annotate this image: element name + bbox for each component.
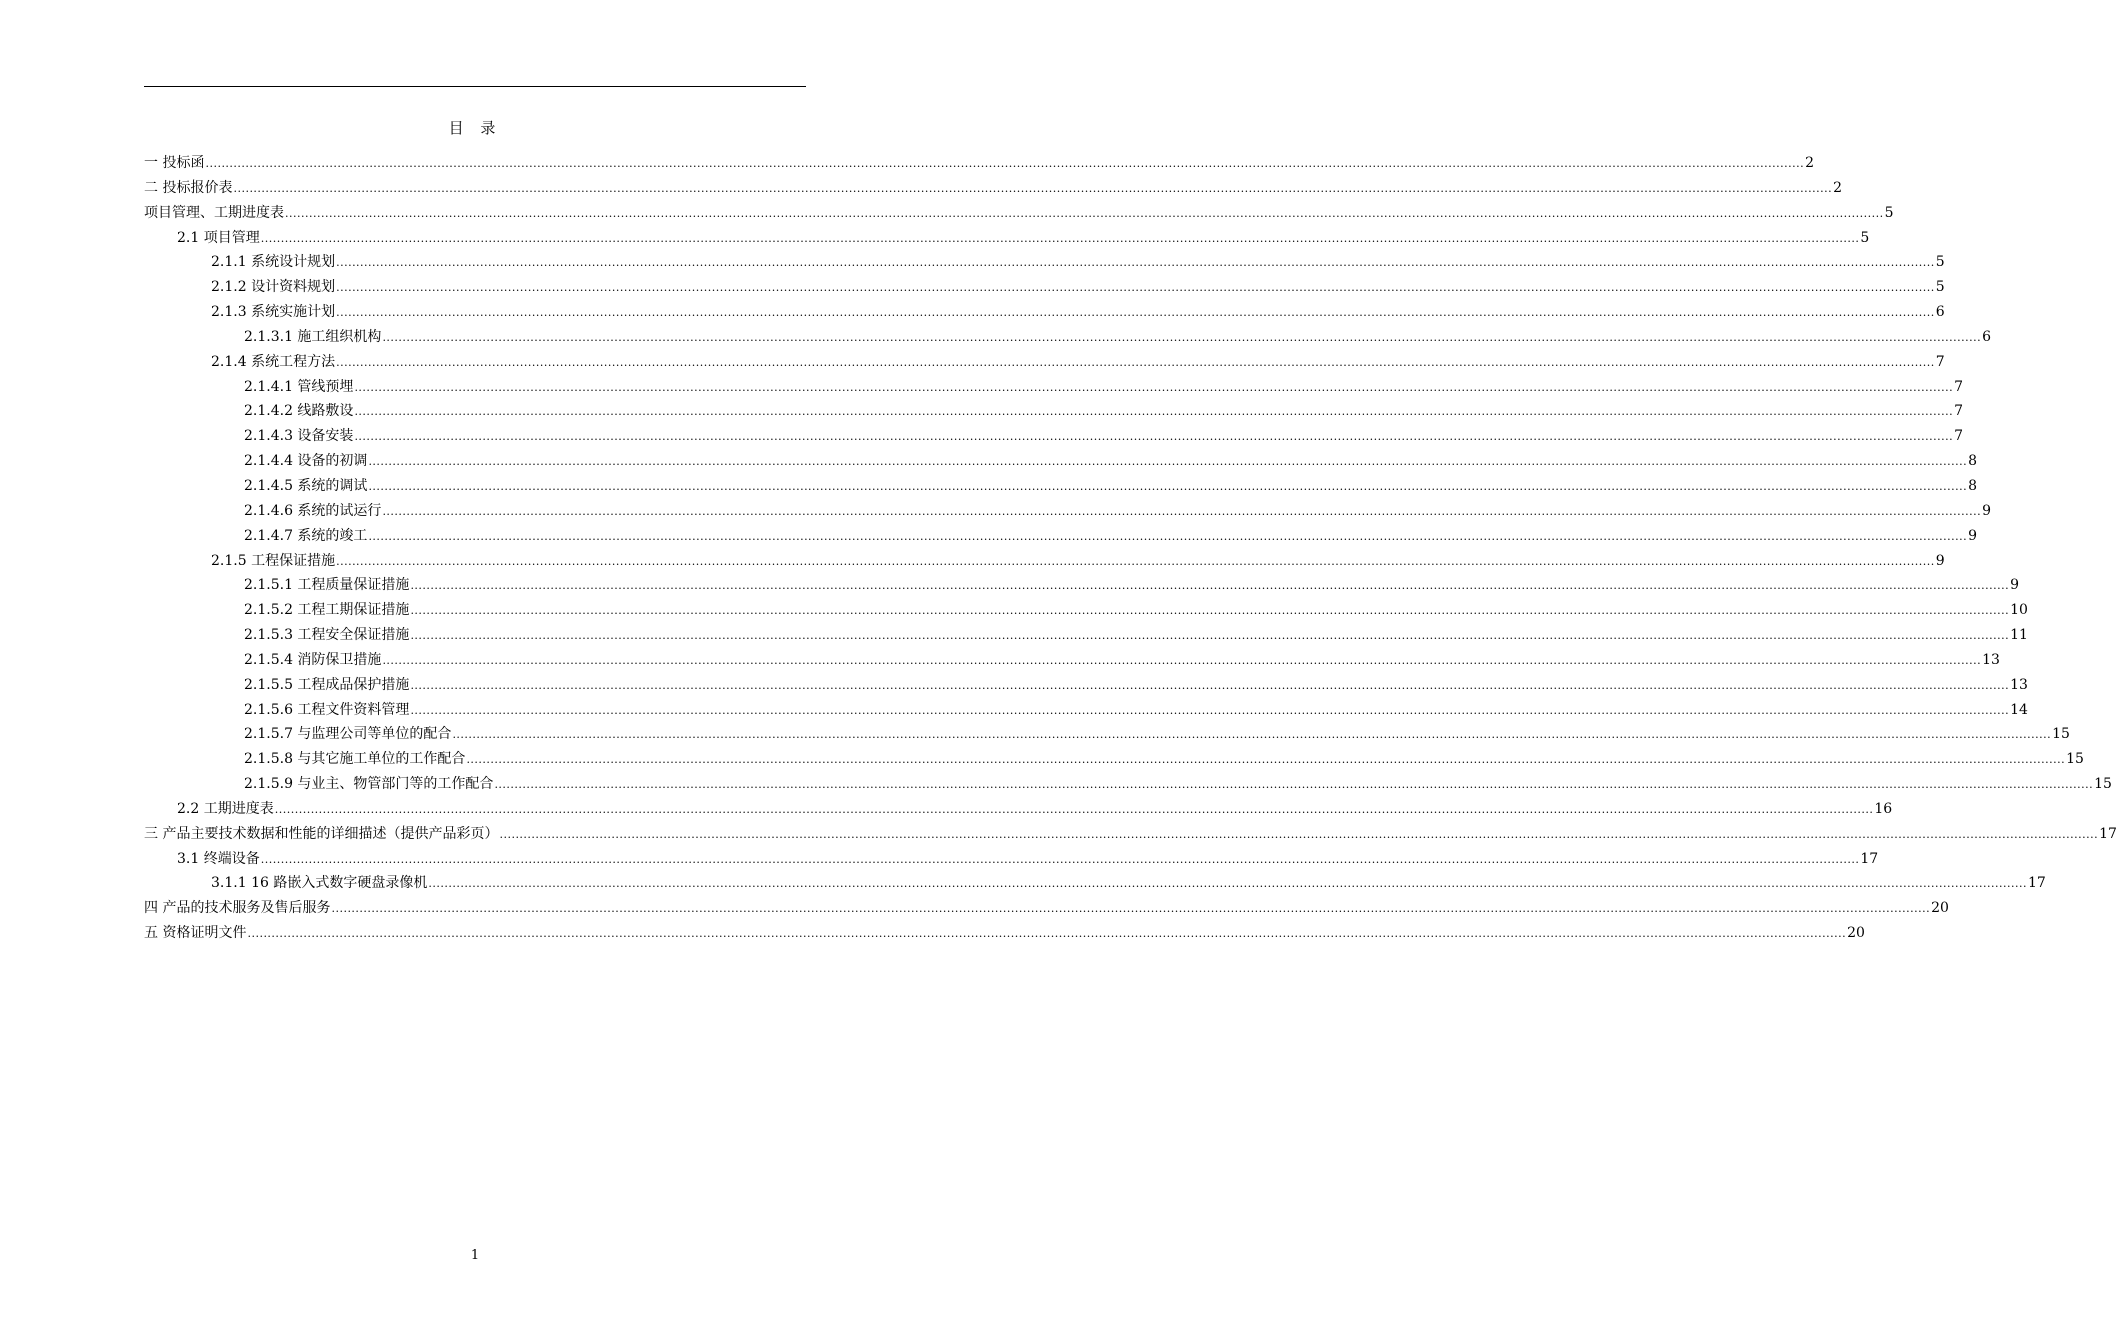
toc-leader-dots: ................................................................................................................................................................................................................................................................................................................................................................................................................ — [466, 753, 2066, 767]
toc-entry-page: 16 — [1874, 800, 1893, 817]
toc-leader-dots: ................................................................................................................................................................................................................................................................................................................................................................................................................ — [368, 479, 1968, 493]
toc-leader-dots: ................................................................................................................................................................................................................................................................................................................................................................................................................ — [260, 231, 1860, 245]
toc-entry[interactable] — [144, 772, 2112, 797]
toc-leader-dots: ................................................................................................................................................................................................................................................................................................................................................................................................................ — [368, 529, 1968, 543]
toc-entry[interactable] — [144, 822, 2117, 847]
toc-leader-dots: ................................................................................................................................................................................................................................................................................................................................................................................................................ — [336, 306, 1935, 320]
toc-entry-page: 8 — [1968, 453, 1977, 470]
toc-leader-dots: ................................................................................................................................................................................................................................................................................................................................................................................................................ — [331, 902, 1931, 916]
toc-entry[interactable] — [144, 325, 1991, 350]
toc-entry-label: 2.1.4.2 线路敷设 — [244, 403, 354, 420]
toc-entry-page: 6 — [1935, 304, 1945, 321]
toc-leader-dots: ................................................................................................................................................................................................................................................................................................................................................................................................................ — [382, 504, 1982, 518]
toc-entry-label: 五 资格证明文件 — [144, 925, 247, 942]
toc-entry[interactable] — [144, 350, 1945, 375]
toc-entry[interactable] — [144, 549, 1945, 574]
toc-entry[interactable] — [144, 673, 2028, 698]
toc-entry-page: 5 — [1935, 279, 1945, 296]
toc-entry-page: 10 — [2010, 602, 2028, 619]
toc-entry-label: 3.1 终端设备 — [177, 850, 260, 867]
toc-entry-page: 20 — [1847, 925, 1865, 942]
toc-leader-dots: ................................................................................................................................................................................................................................................................................................................................................................................................................ — [452, 728, 2052, 742]
toc-entry[interactable] — [144, 499, 1991, 524]
toc-entry[interactable] — [144, 598, 2028, 623]
header-rule — [144, 86, 806, 87]
toc-entry-page: 5 — [1860, 229, 1870, 246]
toc-leader-dots: ................................................................................................................................................................................................................................................................................................................................................................................................................ — [410, 629, 2010, 643]
toc-entry-page: 9 — [1968, 527, 1977, 544]
toc-entry-label: 3.1.1 16 路嵌入式数字硬盘录像机 — [211, 875, 428, 892]
toc-entry-page: 7 — [1954, 403, 1963, 420]
toc-entry-label: 二 投标报价表 — [144, 179, 233, 196]
toc-entry-label: 2.1.5.4 消防保卫措施 — [244, 651, 382, 668]
toc-entry-page: 5 — [1884, 204, 1894, 221]
toc-entry-label: 2.1.3.1 施工组织机构 — [244, 328, 382, 345]
toc-entry[interactable] — [144, 201, 1894, 226]
toc-leader-dots: ................................................................................................................................................................................................................................................................................................................................................................................................................ — [410, 604, 2010, 618]
toc-leader-dots: ................................................................................................................................................................................................................................................................................................................................................................................................................ — [336, 256, 1935, 270]
toc-entry-label: 2.1.5.3 工程安全保证措施 — [244, 627, 410, 644]
toc-entry[interactable] — [144, 871, 2046, 896]
toc-entry-label: 2.2 工期进度表 — [177, 800, 274, 817]
toc-entry[interactable] — [144, 474, 1977, 499]
toc-entry-label: 2.1.5.1 工程质量保证措施 — [244, 577, 410, 594]
toc-entry-label: 四 产品的技术服务及售后服务 — [144, 900, 331, 917]
toc-entry-page: 2 — [1805, 155, 1815, 171]
toc-leader-dots: ................................................................................................................................................................................................................................................................................................................................................................................................................ — [494, 778, 2094, 792]
toc-leader-dots: ................................................................................................................................................................................................................................................................................................................................................................................................................ — [382, 653, 1982, 667]
toc-entry-label: 项目管理、工期进度表 — [144, 204, 284, 221]
toc-entry-label: 2.1.4.4 设备的初调 — [244, 453, 368, 470]
toc-entry[interactable] — [144, 399, 1963, 424]
toc-entry[interactable] — [144, 896, 1949, 921]
toc-entry[interactable] — [144, 449, 1977, 474]
toc-leader-dots: ................................................................................................................................................................................................................................................................................................................................................................................................................ — [410, 678, 2010, 692]
toc-entry-page: 2 — [1833, 179, 1843, 196]
toc-entry-page: 11 — [2010, 627, 2028, 644]
toc-entry-page: 7 — [1954, 378, 1963, 395]
toc-leader-dots: ................................................................................................................................................................................................................................................................................................................................................................................................................ — [260, 852, 1860, 866]
toc-entry-label: 三 产品主要技术数据和性能的详细描述（提供产品彩页） — [144, 825, 499, 842]
toc-entry-page: 7 — [1935, 353, 1945, 370]
toc-entry-label: 一 投标函 — [144, 155, 205, 171]
toc-entry-label: 2.1.4.7 系统的竣工 — [244, 527, 368, 544]
toc-entry-label: 2.1.4.1 管线预埋 — [244, 378, 354, 395]
toc-leader-dots: ................................................................................................................................................................................................................................................................................................................................................................................................................ — [354, 430, 1954, 444]
toc-entry-label: 2.1.4.5 系统的调试 — [244, 477, 368, 494]
toc-leader-dots: ................................................................................................................................................................................................................................................................................................................................................................................................................ — [382, 330, 1982, 344]
toc-leader-dots: ................................................................................................................................................................................................................................................................................................................................................................................................................ — [354, 380, 1954, 394]
toc-entry-label: 2.1.5.8 与其它施工单位的工作配合 — [244, 751, 466, 768]
toc-entry[interactable] — [144, 797, 1893, 822]
toc-entry[interactable] — [144, 300, 1945, 325]
page-number: 1 — [470, 1248, 480, 1263]
toc-leader-dots: ................................................................................................................................................................................................................................................................................................................................................................................................................ — [274, 802, 1874, 816]
toc-title: 目 录 — [448, 119, 502, 137]
toc-leader-dots: ................................................................................................................................................................................................................................................................................................................................................................................................................ — [428, 877, 2027, 891]
toc-entry[interactable] — [144, 275, 1945, 300]
toc-entry-page: 15 — [2094, 776, 2112, 793]
toc-entry-label: 2.1.2 设计资料规划 — [211, 279, 336, 296]
toc-entry-page: 13 — [1982, 651, 2000, 668]
toc-entry[interactable] — [144, 623, 2028, 648]
toc-entry-page: 14 — [2010, 701, 2028, 718]
toc-entry[interactable] — [144, 648, 2000, 673]
toc-entry-page: 9 — [1982, 502, 1991, 519]
toc-entry-page: 6 — [1982, 328, 1991, 345]
toc-entry-page: 20 — [1931, 900, 1949, 917]
toc-leader-dots: ................................................................................................................................................................................................................................................................................................................................................................................................................ — [336, 554, 1935, 568]
toc-entry[interactable] — [144, 747, 2084, 772]
toc-leader-dots: ................................................................................................................................................................................................................................................................................................................................................................................................................ — [368, 455, 1968, 469]
toc-leader-dots: ................................................................................................................................................................................................................................................................................................................................................................................................................ — [410, 703, 2010, 717]
toc-entry[interactable] — [144, 573, 2019, 598]
toc-entry-page: 5 — [1935, 254, 1945, 271]
toc-entry[interactable] — [144, 176, 1843, 201]
toc-leader-dots: ................................................................................................................................................................................................................................................................................................................................................................................................................ — [205, 157, 1805, 170]
toc-entry-label: 2.1.5.5 工程成品保护措施 — [244, 676, 410, 693]
toc-entry[interactable] — [144, 921, 1865, 946]
toc-entry-label: 2.1.4.6 系统的试运行 — [244, 502, 382, 519]
toc-entry-label: 2.1.4.3 设备安装 — [244, 428, 354, 445]
table-of-contents — [144, 151, 2117, 946]
toc-leader-dots: ................................................................................................................................................................................................................................................................................................................................................................................................................ — [336, 355, 1935, 369]
toc-entry-page: 8 — [1968, 477, 1977, 494]
toc-leader-dots: ................................................................................................................................................................................................................................................................................................................................................................................................................ — [499, 827, 2099, 841]
toc-entry[interactable] — [144, 424, 1963, 449]
toc-leader-dots: ................................................................................................................................................................................................................................................................................................................................................................................................................ — [233, 181, 1833, 195]
toc-leader-dots: ................................................................................................................................................................................................................................................................................................................................................................................................................ — [336, 281, 1935, 295]
toc-entry[interactable] — [144, 524, 1977, 549]
toc-entry-label: 2.1 项目管理 — [177, 229, 260, 246]
toc-entry[interactable] — [144, 375, 1963, 400]
toc-leader-dots: ................................................................................................................................................................................................................................................................................................................................................................................................................ — [410, 579, 2010, 593]
toc-entry[interactable] — [144, 151, 1815, 176]
toc-entry-label: 2.1.3 系统实施计划 — [211, 304, 336, 321]
toc-entry-page: 9 — [2010, 577, 2019, 594]
toc-entry-page: 15 — [2066, 751, 2084, 768]
toc-entry[interactable] — [144, 722, 2070, 747]
toc-entry-page: 17 — [1860, 850, 1879, 867]
toc-entry-label: 2.1.4 系统工程方法 — [211, 353, 336, 370]
toc-entry-page: 17 — [2099, 825, 2117, 842]
toc-entry-label: 2.1.5 工程保证措施 — [211, 552, 336, 569]
toc-leader-dots: ................................................................................................................................................................................................................................................................................................................................................................................................................ — [247, 927, 1847, 941]
toc-entry-label: 2.1.5.6 工程文件资料管理 — [244, 701, 410, 718]
toc-leader-dots: ................................................................................................................................................................................................................................................................................................................................................................................................................ — [354, 405, 1954, 419]
toc-entry[interactable] — [144, 250, 1945, 275]
toc-entry-page: 13 — [2010, 676, 2028, 693]
toc-entry-label: 2.1.5.7 与监理公司等单位的配合 — [244, 726, 452, 743]
toc-entry-label: 2.1.5.9 与业主、物管部门等的工作配合 — [244, 776, 494, 793]
toc-entry-page: 7 — [1954, 428, 1963, 445]
toc-entry[interactable] — [144, 226, 1870, 251]
toc-entry-label: 2.1.1 系统设计规划 — [211, 254, 336, 271]
toc-entry-page: 15 — [2052, 726, 2070, 743]
toc-leader-dots: ................................................................................................................................................................................................................................................................................................................................................................................................................ — [285, 206, 1884, 220]
toc-entry[interactable] — [144, 698, 2028, 723]
toc-entry-page: 17 — [2027, 875, 2046, 892]
toc-entry-page: 9 — [1935, 552, 1945, 569]
toc-entry-label: 2.1.5.2 工程工期保证措施 — [244, 602, 410, 619]
toc-entry[interactable] — [144, 847, 1879, 872]
